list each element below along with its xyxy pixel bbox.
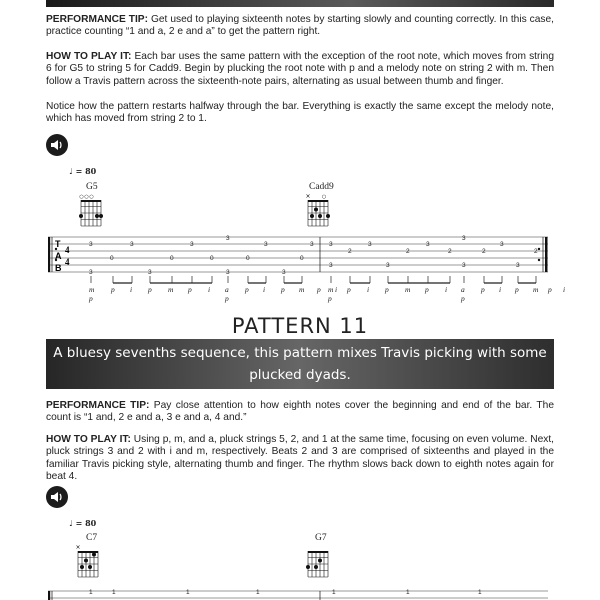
svg-text:3: 3 — [426, 241, 430, 248]
svg-text:3: 3 — [310, 241, 314, 248]
finger-label: p — [317, 285, 321, 294]
finger-label: i — [367, 285, 370, 294]
finger-label: i — [335, 285, 338, 294]
svg-text:3: 3 — [516, 262, 520, 269]
chord-name-cadd9: Cadd9 — [309, 182, 334, 192]
banner-line-1: A bluesy sevenths sequence, this pattern mixes Travis picking with some — [53, 345, 547, 361]
finger-label: p — [385, 285, 389, 294]
svg-text:○: ○ — [89, 194, 94, 200]
finger-label: p — [347, 285, 351, 294]
tab-letter-t: T — [55, 239, 61, 249]
finger-label: m — [299, 285, 305, 294]
finger-label: p — [425, 285, 429, 294]
finger-label: m — [89, 285, 95, 294]
svg-text:3: 3 — [368, 241, 372, 248]
pattern11-tempo-marking — [69, 518, 96, 528]
time-signature-top: 4 — [65, 245, 70, 255]
svg-text:3: 3 — [329, 262, 333, 269]
finger-label: m — [168, 285, 174, 294]
svg-text:1: 1 — [332, 589, 336, 596]
svg-text:3: 3 — [226, 269, 230, 276]
svg-text:×: × — [305, 193, 311, 200]
svg-text:3: 3 — [264, 241, 268, 248]
finger-label: a — [225, 285, 229, 294]
svg-text:1: 1 — [112, 589, 116, 596]
finger-label: p — [548, 285, 552, 294]
svg-text:3: 3 — [462, 262, 466, 269]
svg-text:0: 0 — [210, 255, 214, 262]
svg-text:1: 1 — [406, 589, 410, 596]
svg-text:○: ○ — [84, 194, 89, 200]
finger-label: m — [328, 285, 334, 294]
finger-label: i — [445, 285, 448, 294]
chord-diagram-g7 — [305, 543, 335, 583]
chord-diagram-g5 — [78, 192, 108, 232]
svg-text:3: 3 — [190, 241, 194, 248]
finger-label: i — [499, 285, 502, 294]
tab-staff-2 — [46, 586, 556, 600]
svg-text:2: 2 — [348, 248, 352, 255]
speaker-icon — [49, 137, 65, 153]
svg-text:○: ○ — [321, 194, 327, 200]
tempo-marking — [69, 166, 96, 176]
svg-text:0: 0 — [246, 255, 250, 262]
chord-diagram-c7 — [75, 543, 105, 583]
finger-label: i — [563, 285, 566, 294]
finger-label: p — [245, 285, 249, 294]
svg-text:×: × — [75, 544, 81, 551]
top-header-bar — [46, 0, 554, 7]
performance-tip-label: PERFORMANCE TIP: — [46, 14, 148, 25]
tab-staff-1 — [46, 232, 556, 284]
svg-text:2: 2 — [534, 248, 538, 255]
pattern11-how-to-play-text: Using p, m, and a, pluck strings 5, 2, and 1 at the same time, focusing on even volume. Next, pluck strings 3 and 2 with i and m, respectively. Beats 2 and 3 are comprised of sixteenths and played in the familiar Travis picking style, alternating thumb and finger. The rhythm slows back down to eighth notes again for beat 4. — [46, 434, 554, 483]
svg-text:3: 3 — [148, 269, 152, 276]
tempo-value: = 80 — [75, 166, 97, 176]
how-to-play-text: Each bar uses the same pattern with the exception of the root note, which moves from string 6 for G5 to string 5 for Cadd9. Begin by plucking the root note with p and a melody note on string 2 with m. Then follow a Travis pattern across the sixteenth-note pairs, alternating as usual between thumb and finger. — [46, 51, 554, 87]
finger-label: i — [208, 285, 211, 294]
pattern11-tempo-value: = 80 — [75, 518, 97, 528]
svg-text:3: 3 — [89, 269, 93, 276]
note-text: Notice how the pattern restarts halfway through the bar. Everything is exactly the same except the melody note, which has moved from string 2 to 1. — [46, 101, 554, 125]
svg-text:○: ○ — [79, 194, 84, 200]
finger-label: i — [130, 285, 133, 294]
finger-label: p — [281, 285, 285, 294]
svg-text:3: 3 — [89, 241, 93, 248]
quarter-note-icon: ♩ — [69, 166, 73, 176]
svg-text:3: 3 — [462, 235, 466, 242]
svg-text:3: 3 — [282, 269, 286, 276]
svg-text:0: 0 — [110, 255, 114, 262]
time-signature-bottom: 4 — [65, 257, 70, 267]
note-paragraph — [46, 101, 554, 126]
speaker-icon — [49, 489, 65, 505]
pattern-description-banner — [46, 339, 554, 389]
svg-text:3: 3 — [226, 235, 230, 242]
tab-letter-b: B — [55, 263, 62, 273]
svg-text:1: 1 — [186, 589, 190, 596]
finger-label: p — [188, 285, 192, 294]
finger-label: m — [533, 285, 539, 294]
svg-text:3: 3 — [329, 241, 333, 248]
svg-text:2: 2 — [448, 248, 452, 255]
pattern11-performance-tip-text: Pay close attention to how eighth notes cover the beginning and end of the bar. The count is “1 and, 2 e and a, 3 e and a, 4 and.” — [46, 400, 554, 424]
pattern11-how-to-play-paragraph — [46, 434, 554, 484]
finger-label: p — [89, 294, 93, 303]
svg-text:0: 0 — [300, 255, 304, 262]
pattern11-performance-tip-label: PERFORMANCE TIP: — [46, 400, 150, 411]
svg-text:2: 2 — [406, 248, 410, 255]
quarter-note-icon: ♩ — [69, 518, 73, 528]
finger-label: p — [225, 294, 229, 303]
finger-label: a — [461, 285, 465, 294]
how-to-play-paragraph — [46, 51, 554, 88]
finger-label: p — [111, 285, 115, 294]
pattern-title: PATTERN 11 — [231, 314, 369, 338]
finger-label: i — [263, 285, 266, 294]
pattern11-performance-tip-paragraph — [46, 400, 554, 425]
finger-label: p — [148, 285, 152, 294]
svg-text:1: 1 — [256, 589, 260, 596]
svg-text:1: 1 — [89, 589, 93, 596]
chord-name-g7: G7 — [315, 533, 327, 543]
performance-tip-paragraph — [46, 14, 554, 39]
banner-line-2: plucked dyads. — [249, 367, 351, 383]
how-to-play-label: HOW TO PLAY IT: — [46, 51, 132, 62]
svg-text:3: 3 — [130, 241, 134, 248]
finger-label: p — [461, 294, 465, 303]
svg-text:2: 2 — [482, 248, 486, 255]
chord-name-c7: C7 — [86, 533, 98, 543]
performance-tip-text: Get used to playing sixteenth notes by starting slowly and counting correctly. In this case, practice counting “1 and a, 2 e and a” to get the pattern right. — [46, 14, 554, 38]
pattern11-audio-play-button[interactable] — [46, 486, 68, 508]
finger-label: p — [481, 285, 485, 294]
chord-name-g5: G5 — [86, 182, 98, 192]
pattern11-how-to-play-label: HOW TO PLAY IT: — [46, 434, 131, 445]
finger-label: m — [405, 285, 411, 294]
finger-label: p — [328, 294, 332, 303]
tab-letter-a: A — [55, 251, 62, 261]
svg-text:3: 3 — [386, 262, 390, 269]
finger-label: p — [515, 285, 519, 294]
svg-text:1: 1 — [478, 589, 482, 596]
chord-diagram-cadd9 — [305, 192, 335, 232]
svg-text:0: 0 — [170, 255, 174, 262]
audio-play-button[interactable] — [46, 134, 68, 156]
svg-text:3: 3 — [500, 241, 504, 248]
